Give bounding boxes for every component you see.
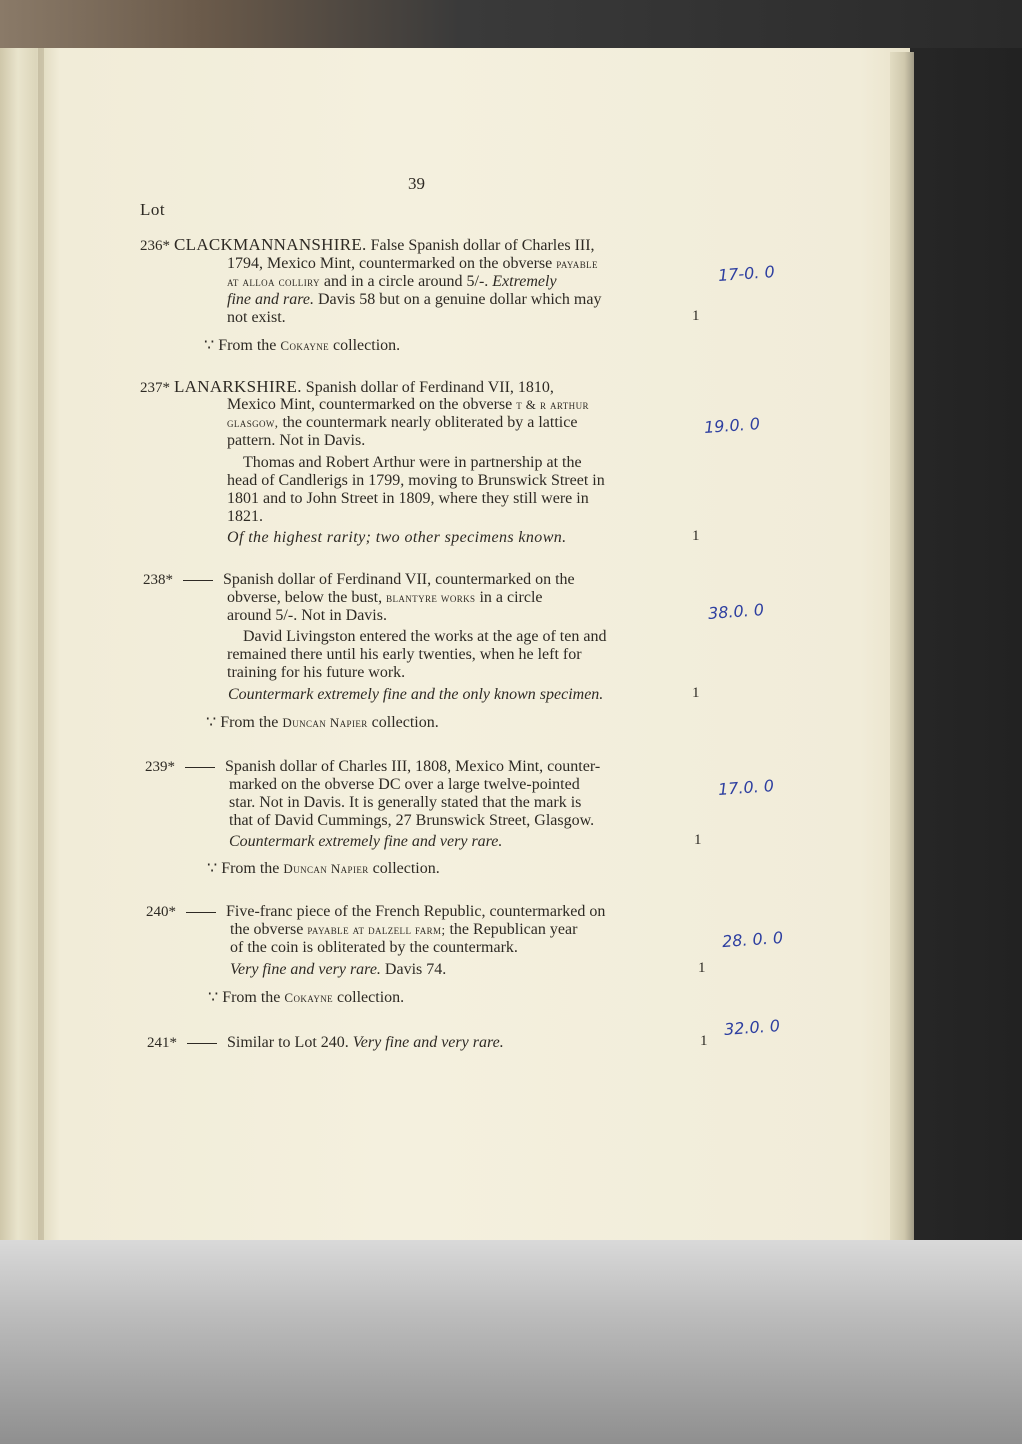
- therefore-icon: ∵: [207, 860, 218, 877]
- countermark-text: at alloa colliry: [227, 274, 320, 289]
- lot-text: the countermark nearly obliterated by a lattice: [282, 414, 578, 431]
- handwritten-price: 17.0. 0: [717, 776, 775, 799]
- lot-text: that of David Cummings, 27 Brunswick Street, Glasgow.: [229, 812, 595, 829]
- lot-quantity: 1: [698, 960, 706, 976]
- collection-name: Cokayne: [284, 990, 334, 1005]
- page-number: 39: [408, 174, 425, 193]
- page-edge: [890, 52, 914, 1240]
- lot-number: 241*: [147, 1035, 177, 1051]
- provenance-line: ∵ From the Duncan Napier collection.: [207, 860, 440, 877]
- countermark-text: t & r arthur: [516, 397, 589, 412]
- lot-text: the obverse: [230, 921, 304, 938]
- ditto-dash: [187, 1043, 217, 1044]
- lot-text: and in a circle around 5/-.: [323, 273, 489, 290]
- lot-text: of the coin is obliterated by the countermark.: [230, 939, 518, 956]
- lot-text: Spanish dollar of Ferdinand VII, 1810,: [305, 379, 554, 396]
- lot-quantity: 1: [692, 308, 700, 324]
- lot-heading: LANARKSHIRE.: [174, 377, 302, 396]
- lot-note: David Livingston entered the works at the age of ten and: [243, 628, 607, 645]
- handwritten-price: 32.0. 0: [723, 1016, 781, 1039]
- collection-name: Duncan Napier: [282, 715, 368, 730]
- lot-quantity: 1: [692, 685, 700, 701]
- catalogue-page: [0, 48, 910, 1240]
- lot-text: obverse, below the bust,: [227, 589, 383, 606]
- lot-grade: Extremely: [492, 273, 557, 290]
- lot-text: Davis 58 but on a genuine dollar which may: [317, 291, 602, 308]
- lot-rarity: Countermark extremely fine and very rare.: [229, 833, 503, 850]
- lot-note: remained there until his early twenties, when he left for: [227, 646, 582, 663]
- lot-text: Similar to Lot 240.: [227, 1034, 349, 1051]
- lot-number: 237*: [140, 380, 170, 396]
- lot-note: head of Candlerigs in 1799, moving to Brunswick Street in: [227, 472, 605, 489]
- lot-number: 240*: [146, 904, 176, 920]
- lot-note: 1801 and to John Street in 1809, where they still were in: [227, 490, 589, 507]
- lot-text: 1794, Mexico Mint, countermarked on the obverse: [227, 255, 553, 272]
- therefore-icon: ∵: [208, 989, 219, 1006]
- lot-quantity: 1: [700, 1033, 708, 1049]
- provenance-line: ∵ From the Cokayne collection.: [208, 989, 405, 1006]
- ditto-dash: [183, 580, 213, 581]
- countermark-text: blantyre works: [386, 590, 476, 605]
- lot-text: Mexico Mint, countermarked on the obverse: [227, 396, 513, 413]
- lot-number: 236*: [140, 238, 170, 254]
- provenance-line: ∵ From the Cokayne collection.: [204, 337, 401, 354]
- lot-text: star. Not in Davis. It is generally stated that the mark is: [229, 794, 582, 811]
- lot-text: Spanish dollar of Charles III, 1808, Mexico Mint, counter-: [225, 758, 601, 775]
- lot-text: False Spanish dollar of Charles III,: [370, 237, 595, 254]
- collection-name: Cokayne: [280, 338, 330, 353]
- provenance-line: ∵ From the Duncan Napier collection.: [206, 714, 439, 731]
- lot-note: 1821.: [227, 508, 263, 525]
- lot-note: training for his future work.: [227, 664, 406, 681]
- background-bottom: [0, 1240, 1022, 1444]
- lot-grade: Very fine and very rare.: [352, 1034, 504, 1051]
- lot-reference: Davis 74.: [384, 961, 447, 978]
- ditto-dash: [186, 912, 216, 913]
- collection-name: Duncan Napier: [283, 861, 369, 876]
- therefore-icon: ∵: [204, 337, 215, 354]
- lot-quantity: 1: [692, 528, 700, 544]
- lot-number: 239*: [145, 759, 175, 775]
- lot-grade: fine and rare.: [227, 291, 314, 308]
- lot-note: Thomas and Robert Arthur were in partnership at the: [243, 454, 582, 471]
- page-gutter: [38, 48, 44, 1240]
- handwritten-price: 28. 0. 0: [721, 927, 784, 952]
- countermark-text: payable at dalzell farm;: [307, 922, 446, 937]
- ditto-dash: [185, 767, 215, 768]
- lot-text: marked on the obverse DC over a large twelve-pointed: [229, 776, 580, 793]
- lot-rarity: Very fine and very rare.: [230, 961, 381, 978]
- lot-number: 238*: [143, 572, 173, 588]
- lot-column-header: Lot: [140, 200, 166, 219]
- lot-text: pattern. Not in Davis.: [227, 432, 366, 449]
- countermark-text: glasgow,: [227, 415, 279, 430]
- lot-text: Spanish dollar of Ferdinand VII, countermarked on the: [223, 571, 575, 588]
- lot-quantity: 1: [694, 832, 702, 848]
- handwritten-price: 17-0. 0: [717, 262, 776, 285]
- lot-text: Five-franc piece of the French Republic, countermarked on: [226, 903, 606, 920]
- handwritten-price: 38.0. 0: [707, 600, 765, 623]
- countermark-text: payable: [556, 256, 598, 271]
- lot-text: not exist.: [227, 309, 286, 326]
- lot-heading: CLACKMANNANSHIRE.: [174, 235, 367, 254]
- lot-text: around 5/-. Not in Davis.: [227, 607, 387, 624]
- lot-rarity: Of the highest rarity; two other specimens known.: [227, 529, 567, 546]
- lot-text: the Republican year: [449, 921, 578, 938]
- lot-rarity: Countermark extremely fine and the only known specimen.: [228, 686, 604, 703]
- lot-text: in a circle: [479, 589, 543, 606]
- background-top: [0, 0, 1022, 48]
- therefore-icon: ∵: [206, 714, 217, 731]
- handwritten-price: 19.0. 0: [703, 414, 761, 437]
